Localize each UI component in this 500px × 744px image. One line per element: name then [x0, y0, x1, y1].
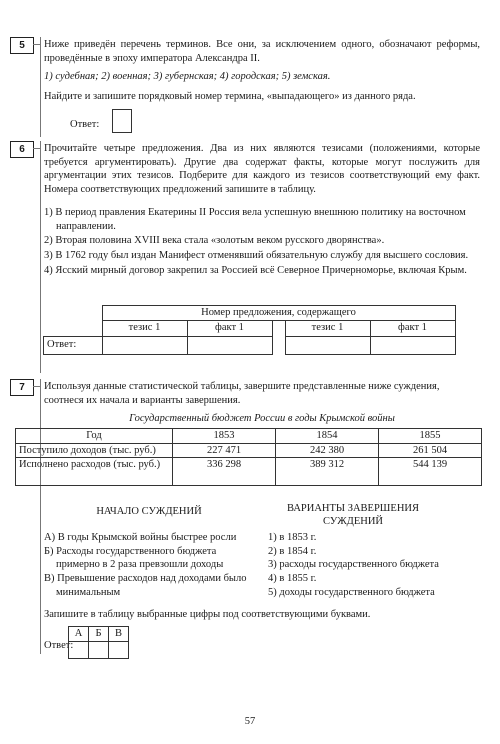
budget-row-income-label: Поступило доходов (тыс. руб.) [16, 443, 173, 458]
task6-text: Прочитайте четыре предложения. Два из них являются тезисами (положениями, которые требуется аргументировать). Другие два содержат факты, которые могут послужить для аргументации этих тезисов. Подберите для каждого из тезисов соответствующий ему факт. Номера соответствующих предложений запишите в таблицу. [44, 143, 480, 195]
task6-table-header: Номер предложения, содержащего [102, 306, 455, 321]
task5-answer-label: Ответ: [70, 119, 100, 130]
task7-text: Используя данные статистической таблицы, завершите представленные ниже суждения, соотнеся их начала и варианты завершения. [44, 381, 440, 406]
task7-answer-label: Ответ: [44, 640, 74, 651]
task6-item-4: 4) Ясский мирный договор закрепил за Россией всё Северное Причерноморье, включая Крым. [44, 264, 467, 276]
beginning-c: В) Превышение расходов над доходами было минимальным [44, 572, 247, 598]
beginning-b: Б) Расходы государственного бюджета примерно в 2 раза превзошли доходы [44, 545, 224, 571]
task6-items [44, 206, 480, 277]
task7-instruction: Запишите в таблицу выбранные цифры под соответствующими буквами. [44, 609, 371, 620]
beginning-a: А) В годы Крымской войны быстрее росли [44, 532, 237, 543]
task5-margin-line [40, 37, 41, 137]
task6-col-fact1: факт 1 [187, 320, 272, 336]
letter-a: А [69, 627, 89, 642]
task5-instruction: Найдите и запишите порядковый номер термина, «выпадающего» из данного ряда. [44, 91, 416, 102]
budget-income-1853: 227 471 [173, 443, 276, 458]
task6-answer-cell-3[interactable] [285, 336, 370, 354]
answer-cell-c[interactable] [109, 642, 129, 659]
budget-expense-1855: 544 139 [379, 458, 482, 486]
budget-income-1854: 242 380 [276, 443, 379, 458]
task7-number: 7 [10, 379, 34, 396]
budget-expense-1854: 389 312 [276, 458, 379, 486]
task6-answer-table [43, 305, 456, 355]
budget-header-1853: 1853 [173, 429, 276, 444]
task6-answer-label: Ответ: [44, 336, 103, 354]
task6-col-thesis1: тезис 1 [102, 320, 187, 336]
page-number: 57 [244, 716, 256, 727]
task6-answer-cell-1[interactable] [102, 336, 187, 354]
endings-heading: ВАРИАНТЫ ЗАВЕРШЕНИЯ СУЖДЕНИЙ [287, 503, 419, 527]
budget-header-year: Год [16, 429, 173, 444]
task5-number: 5 [10, 37, 34, 54]
task5-terms: 1) судебная; 2) военная; 3) губернская; 4) городская; 5) земская. [44, 71, 331, 82]
answer-cell-a[interactable] [69, 642, 89, 659]
budget-row-expense-label: Исполнено расходов (тыс. руб.) [16, 458, 173, 486]
task7-margin-line [40, 379, 41, 654]
letter-c: В [109, 627, 129, 642]
beginnings-list [44, 531, 256, 599]
ending-2: 2) в 1854 г. [268, 545, 317, 557]
budget-table [15, 428, 482, 486]
letter-b: Б [89, 627, 109, 642]
task6-answer-cell-4[interactable] [370, 336, 455, 354]
task6-margin-line [40, 141, 41, 373]
task6-col-thesis2: тезис 1 [285, 320, 370, 336]
endings-list [268, 531, 483, 599]
task7-answer-table [68, 626, 129, 659]
task6-item-1: 1) В период правления Екатерины II Россия вела успешную внешнюю политику на восточном направлении. [44, 207, 466, 232]
ending-1: 1) в 1853 г. [268, 532, 317, 543]
task6-item-2: 2) Вторая половина XVIII века стала «золотым веком русского дворянства». [44, 235, 385, 247]
budget-header-1854: 1854 [276, 429, 379, 444]
task7-table-title: Государственный бюджет России в годы Крымской войны [129, 413, 395, 424]
task6-answer-cell-2[interactable] [187, 336, 272, 354]
budget-expense-1853: 336 298 [173, 458, 276, 486]
answer-cell-b[interactable] [89, 642, 109, 659]
ending-5: 5) доходы государственного бюджета [268, 586, 435, 598]
beginnings-heading: НАЧАЛО СУЖДЕНИЙ [96, 506, 202, 517]
task6-col-fact2: факт 1 [370, 320, 455, 336]
budget-income-1855: 261 504 [379, 443, 482, 458]
task5-answer-box[interactable] [112, 109, 132, 133]
task5-text: Ниже приведён перечень терминов. Все они, за исключением одного, обозначают реформы, проведённые в эпоху императора Александра II. [44, 39, 480, 64]
ending-4: 4) в 1855 г. [268, 572, 317, 584]
task6-item-3: 3) В 1762 году был издан Манифест отменявший обязательную службу для высшего сословия. [44, 249, 469, 261]
ending-3: 3) расходы государственного бюджета [268, 559, 439, 571]
task6-number: 6 [10, 141, 34, 158]
budget-header-1855: 1855 [379, 429, 482, 444]
